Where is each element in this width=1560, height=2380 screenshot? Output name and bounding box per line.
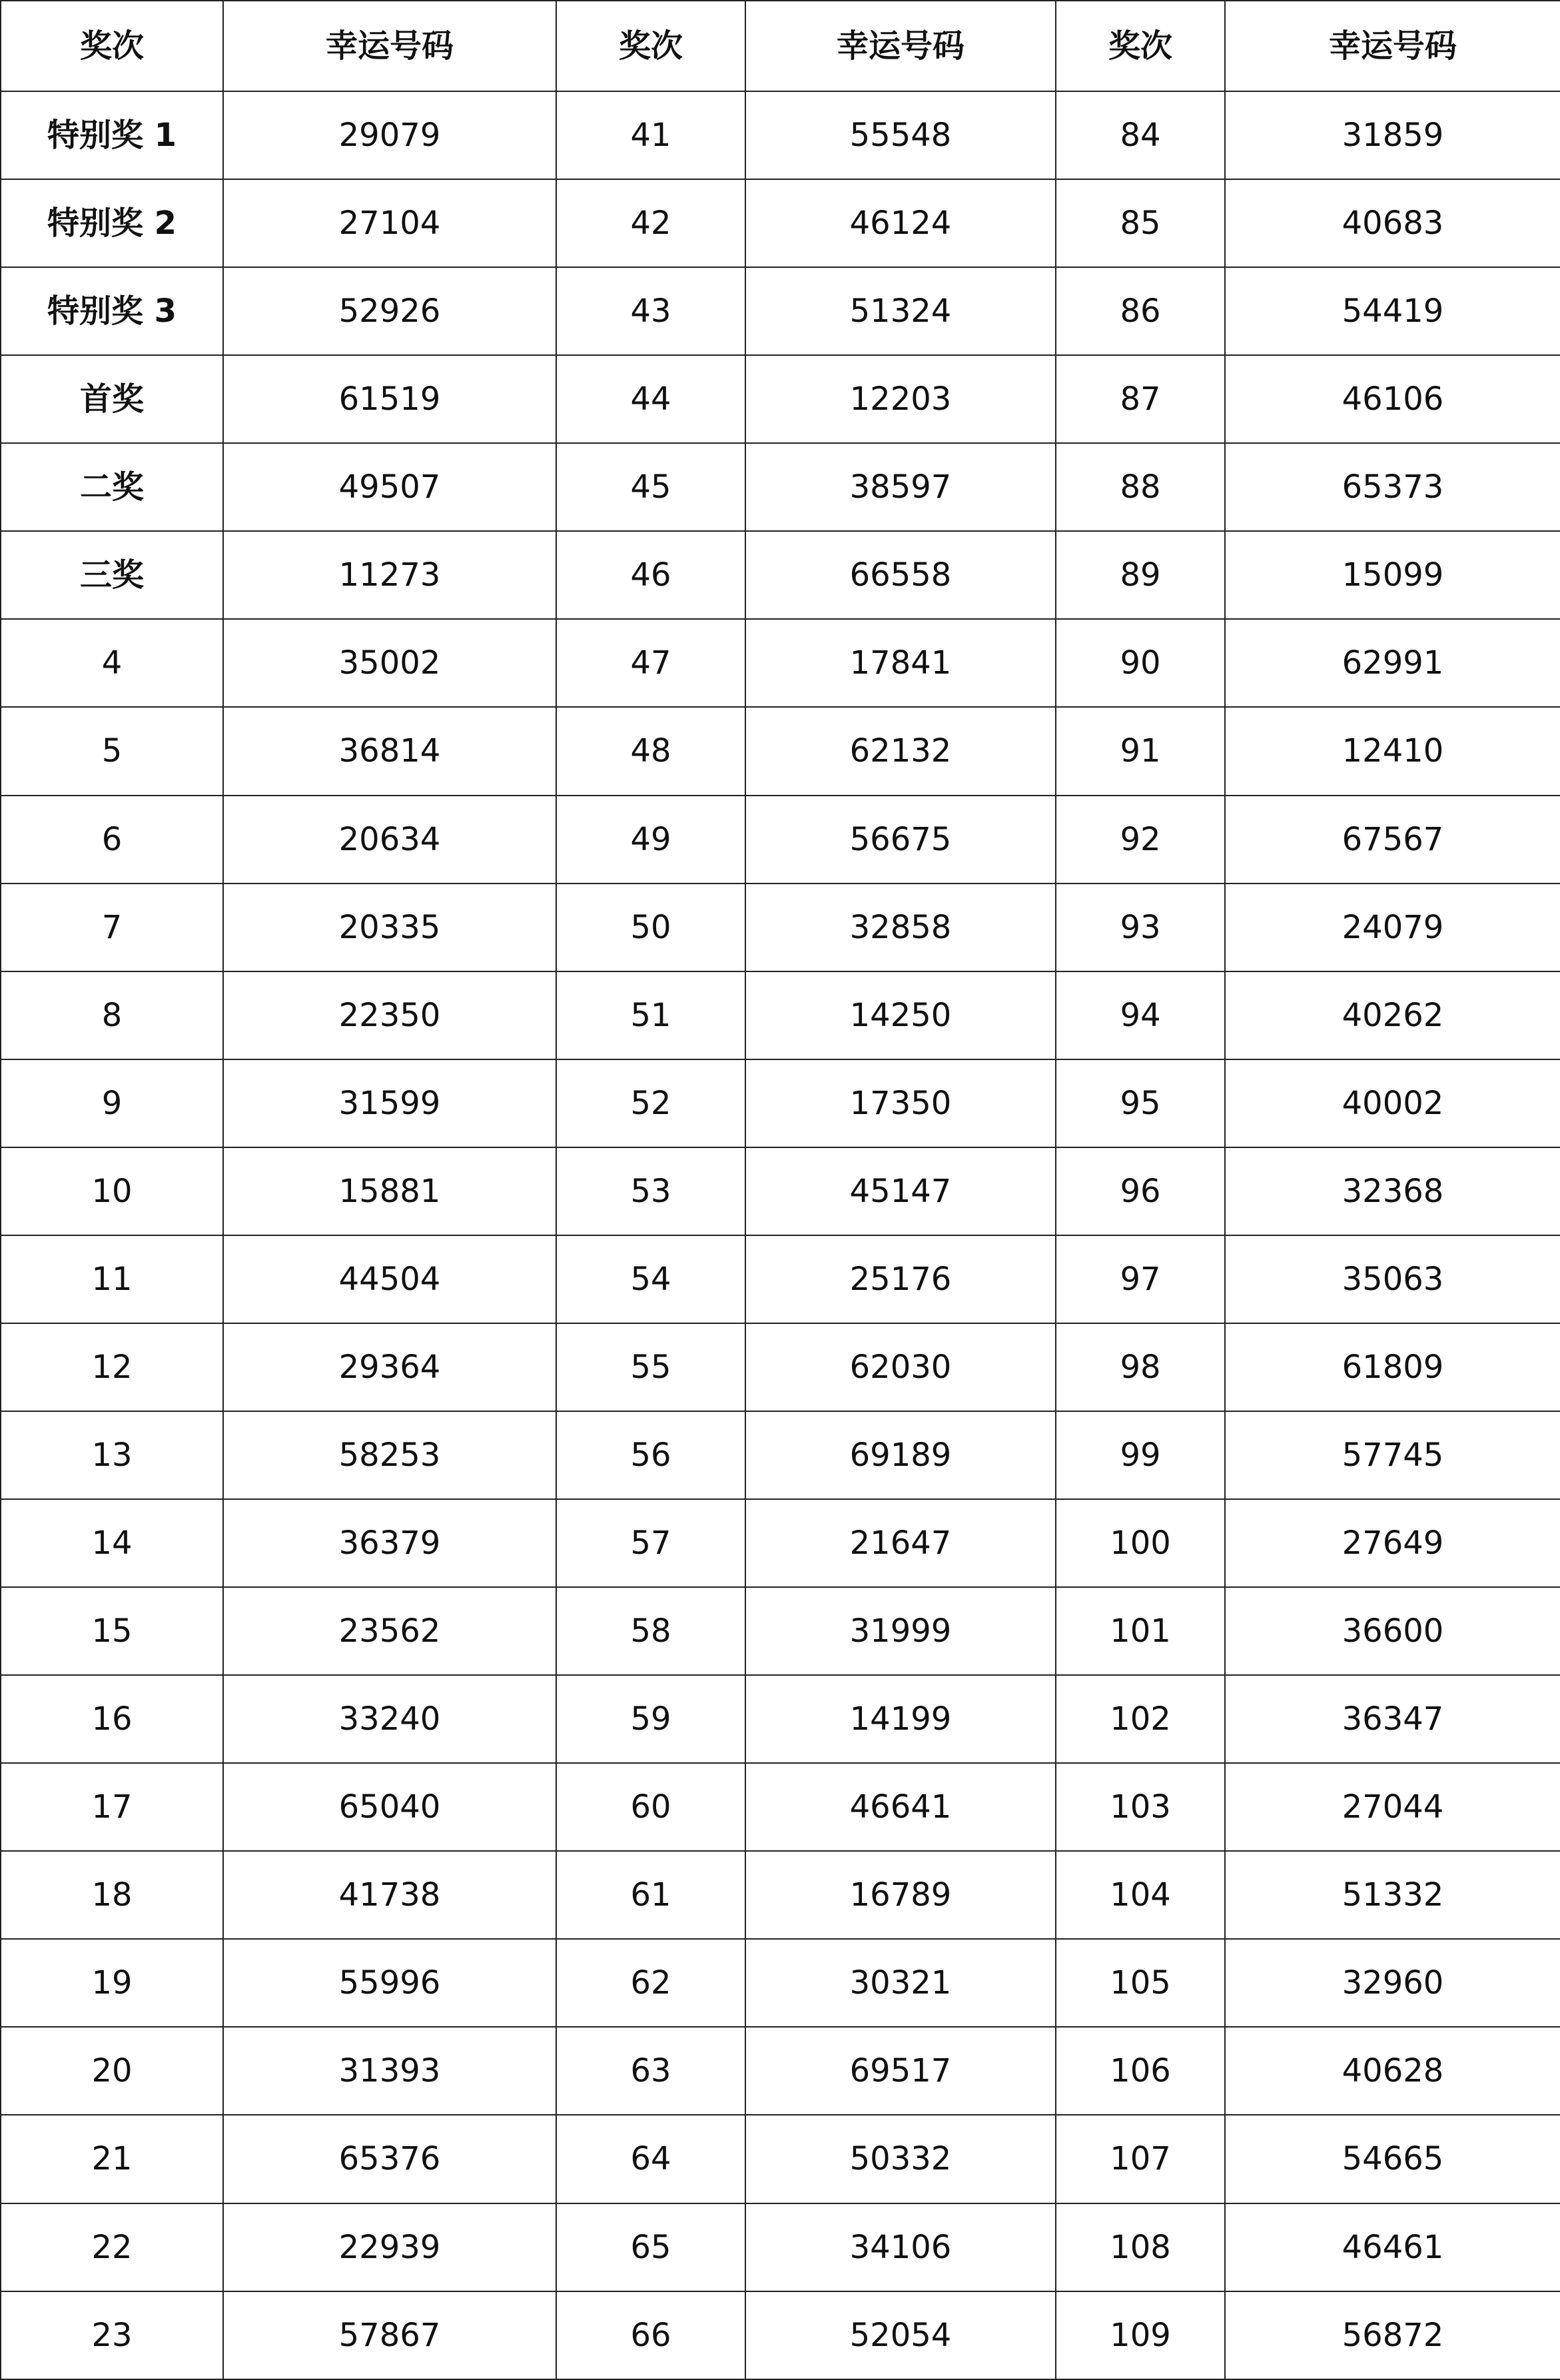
prize-rank-cell: 60: [556, 1763, 745, 1851]
lucky-number-cell: 69189: [745, 1411, 1056, 1499]
prize-rank-cell: 4: [1, 619, 223, 707]
table-row: [1, 2027, 1560, 2115]
prize-rank-cell: 54: [556, 1235, 745, 1323]
prize-rank-cell: 103: [1056, 1763, 1225, 1851]
prize-rank-cell: 42: [556, 179, 745, 267]
lucky-number-cell: 55548: [745, 91, 1056, 179]
prize-rank-cell: 58: [556, 1587, 745, 1675]
table-row: [1, 355, 1560, 443]
prize-rank-cell: 104: [1056, 1851, 1225, 1939]
table-row: [1, 1235, 1560, 1323]
lucky-number-cell: 32858: [745, 884, 1056, 971]
prize-rank-cell: 93: [1056, 884, 1225, 971]
lucky-number-cell: 62991: [1225, 619, 1560, 707]
prize-rank-cell: 86: [1056, 267, 1225, 355]
prize-rank-cell: 61: [556, 1851, 745, 1939]
table-header-row: [1, 1, 1560, 91]
table-row: [1, 1587, 1560, 1675]
prize-rank-cell: 41: [556, 91, 745, 179]
prize-rank-cell: 10: [1, 1147, 223, 1235]
prize-rank-cell: 51: [556, 971, 745, 1059]
prize-rank-cell: 105: [1056, 1939, 1225, 2027]
lucky-number-cell: 21647: [745, 1499, 1056, 1587]
lucky-number-cell: 32368: [1225, 1147, 1560, 1235]
header-lucky-number: 幸运号码: [223, 1, 556, 91]
table-row: [1, 2291, 1560, 2379]
prize-rank-cell: 56: [556, 1411, 745, 1499]
prize-rank-cell: 92: [1056, 796, 1225, 884]
prize-rank-cell: 18: [1, 1851, 223, 1939]
lucky-number-cell: 51324: [745, 267, 1056, 355]
prize-rank-cell: 90: [1056, 619, 1225, 707]
lucky-number-cell: 62132: [745, 707, 1056, 795]
prize-rank-cell: 62: [556, 1939, 745, 2027]
prize-rank-cell: 12: [1, 1323, 223, 1411]
prize-rank-cell: 特别奖 3: [1, 267, 223, 355]
header-prize-rank: 奖次: [1056, 1, 1225, 91]
prize-rank-cell: 13: [1, 1411, 223, 1499]
lucky-number-cell: 35063: [1225, 1235, 1560, 1323]
lucky-number-cell: 20634: [223, 796, 556, 884]
table-row: [1, 884, 1560, 971]
lucky-number-cell: 46461: [1225, 2203, 1560, 2291]
header-lucky-number: 幸运号码: [1225, 1, 1560, 91]
lucky-number-cell: 33240: [223, 1675, 556, 1763]
lucky-number-cell: 17841: [745, 619, 1056, 707]
lucky-number-cell: 40262: [1225, 971, 1560, 1059]
lucky-number-cell: 57745: [1225, 1411, 1560, 1499]
table-row: [1, 1499, 1560, 1587]
prize-rank-cell: 88: [1056, 443, 1225, 531]
prize-rank-cell: 9: [1, 1059, 223, 1147]
prize-rank-cell: 二奖: [1, 443, 223, 531]
prize-rank-cell: 59: [556, 1675, 745, 1763]
prize-rank-cell: 46: [556, 531, 745, 619]
prize-rank-cell: 95: [1056, 1059, 1225, 1147]
lucky-number-cell: 29364: [223, 1323, 556, 1411]
lucky-number-cell: 58253: [223, 1411, 556, 1499]
table-row: [1, 1147, 1560, 1235]
table-row: [1, 2115, 1560, 2203]
prize-rank-cell: 14: [1, 1499, 223, 1587]
lucky-number-cell: 40628: [1225, 2027, 1560, 2115]
lucky-number-cell: 36814: [223, 707, 556, 795]
lucky-number-cell: 69517: [745, 2027, 1056, 2115]
prize-rank-cell: 特别奖 1: [1, 91, 223, 179]
lucky-number-cell: 27044: [1225, 1763, 1560, 1851]
prize-rank-cell: 102: [1056, 1675, 1225, 1763]
lucky-number-cell: 35002: [223, 619, 556, 707]
table-row: [1, 267, 1560, 355]
lucky-number-cell: 46106: [1225, 355, 1560, 443]
lucky-number-cell: 25176: [745, 1235, 1056, 1323]
lucky-number-cell: 14250: [745, 971, 1056, 1059]
table-body: [1, 91, 1560, 2379]
prize-rank-cell: 49: [556, 796, 745, 884]
table-row: [1, 179, 1560, 267]
lucky-number-cell: 49507: [223, 443, 556, 531]
prize-rank-cell: 20: [1, 2027, 223, 2115]
lucky-number-cell: 23562: [223, 1587, 556, 1675]
table-row: [1, 971, 1560, 1059]
lucky-number-cell: 11273: [223, 531, 556, 619]
prize-rank-cell: 87: [1056, 355, 1225, 443]
lucky-number-cell: 32960: [1225, 1939, 1560, 2027]
prize-rank-cell: 99: [1056, 1411, 1225, 1499]
lucky-number-cell: 12410: [1225, 707, 1560, 795]
prize-rank-cell: 89: [1056, 531, 1225, 619]
prize-rank-cell: 11: [1, 1235, 223, 1323]
lucky-number-cell: 31859: [1225, 91, 1560, 179]
lucky-number-cell: 61519: [223, 355, 556, 443]
lucky-number-cell: 36379: [223, 1499, 556, 1587]
prize-rank-cell: 44: [556, 355, 745, 443]
prize-rank-cell: 43: [556, 267, 745, 355]
table-row: [1, 1059, 1560, 1147]
lucky-number-cell: 20335: [223, 884, 556, 971]
prize-rank-cell: 100: [1056, 1499, 1225, 1587]
lucky-number-cell: 31393: [223, 2027, 556, 2115]
lucky-number-cell: 54419: [1225, 267, 1560, 355]
lucky-number-cell: 65373: [1225, 443, 1560, 531]
prize-rank-cell: 64: [556, 2115, 745, 2203]
lucky-number-cell: 44504: [223, 1235, 556, 1323]
lucky-number-cell: 57867: [223, 2291, 556, 2379]
lucky-number-cell: 52926: [223, 267, 556, 355]
lucky-number-cell: 30321: [745, 1939, 1056, 2027]
prize-rank-cell: 三奖: [1, 531, 223, 619]
prize-rank-cell: 6: [1, 796, 223, 884]
prize-rank-cell: 50: [556, 884, 745, 971]
lucky-number-cell: 31999: [745, 1587, 1056, 1675]
prize-rank-cell: 8: [1, 971, 223, 1059]
lucky-number-cell: 15099: [1225, 531, 1560, 619]
prize-rank-cell: 7: [1, 884, 223, 971]
lucky-number-cell: 65376: [223, 2115, 556, 2203]
lucky-number-cell: 27104: [223, 179, 556, 267]
prize-rank-cell: 19: [1, 1939, 223, 2027]
lucky-number-cell: 66558: [745, 531, 1056, 619]
lucky-number-cell: 22350: [223, 971, 556, 1059]
prize-rank-cell: 15: [1, 1587, 223, 1675]
prize-rank-cell: 101: [1056, 1587, 1225, 1675]
prize-rank-cell: 91: [1056, 707, 1225, 795]
prize-rank-cell: 107: [1056, 2115, 1225, 2203]
lucky-number-cell: 46641: [745, 1763, 1056, 1851]
header-lucky-number: 幸运号码: [745, 1, 1056, 91]
prize-rank-cell: 108: [1056, 2203, 1225, 2291]
table-row: [1, 1939, 1560, 2027]
prize-rank-cell: 45: [556, 443, 745, 531]
lucky-number-cell: 14199: [745, 1675, 1056, 1763]
lucky-number-cell: 52054: [745, 2291, 1056, 2379]
table-row: [1, 443, 1560, 531]
lucky-number-cell: 24079: [1225, 884, 1560, 971]
table-row: [1, 707, 1560, 795]
prize-rank-cell: 5: [1, 707, 223, 795]
prize-rank-cell: 17: [1, 1763, 223, 1851]
lucky-number-cell: 40002: [1225, 1059, 1560, 1147]
prize-rank-cell: 63: [556, 2027, 745, 2115]
prize-rank-cell: 57: [556, 1499, 745, 1587]
lucky-number-cell: 45147: [745, 1147, 1056, 1235]
lucky-number-cell: 55996: [223, 1939, 556, 2027]
lucky-number-cell: 34106: [745, 2203, 1056, 2291]
table-row: [1, 1675, 1560, 1763]
prize-rank-cell: 94: [1056, 971, 1225, 1059]
lucky-number-cell: 54665: [1225, 2115, 1560, 2203]
lucky-number-cell: 36600: [1225, 1587, 1560, 1675]
prize-rank-cell: 47: [556, 619, 745, 707]
prize-rank-cell: 首奖: [1, 355, 223, 443]
lucky-number-cell: 46124: [745, 179, 1056, 267]
lucky-number-cell: 15881: [223, 1147, 556, 1235]
lucky-number-cell: 22939: [223, 2203, 556, 2291]
table-row: [1, 796, 1560, 884]
lucky-number-cell: 61809: [1225, 1323, 1560, 1411]
prize-rank-cell: 52: [556, 1059, 745, 1147]
prize-rank-cell: 55: [556, 1323, 745, 1411]
lucky-number-cell: 27649: [1225, 1499, 1560, 1587]
lucky-number-cell: 40683: [1225, 179, 1560, 267]
prize-rank-cell: 21: [1, 2115, 223, 2203]
lucky-number-cell: 56872: [1225, 2291, 1560, 2379]
table-row: [1, 531, 1560, 619]
lucky-number-cell: 65040: [223, 1763, 556, 1851]
table-row: [1, 1851, 1560, 1939]
lucky-number-cell: 56675: [745, 796, 1056, 884]
lucky-number-cell: 62030: [745, 1323, 1056, 1411]
prize-rank-cell: 109: [1056, 2291, 1225, 2379]
table-row: [1, 619, 1560, 707]
lucky-number-cell: 51332: [1225, 1851, 1560, 1939]
prize-rank-cell: 98: [1056, 1323, 1225, 1411]
lucky-number-cell: 67567: [1225, 796, 1560, 884]
prize-rank-cell: 66: [556, 2291, 745, 2379]
prize-rank-cell: 53: [556, 1147, 745, 1235]
lucky-number-cell: 12203: [745, 355, 1056, 443]
lucky-number-cell: 41738: [223, 1851, 556, 1939]
table-row: [1, 1763, 1560, 1851]
prize-rank-cell: 特别奖 2: [1, 179, 223, 267]
lucky-number-cell: 36347: [1225, 1675, 1560, 1763]
prize-rank-cell: 22: [1, 2203, 223, 2291]
header-prize-rank: 奖次: [1, 1, 223, 91]
prize-rank-cell: 85: [1056, 179, 1225, 267]
lucky-number-cell: 31599: [223, 1059, 556, 1147]
lucky-number-cell: 50332: [745, 2115, 1056, 2203]
prize-rank-cell: 65: [556, 2203, 745, 2291]
prize-rank-cell: 97: [1056, 1235, 1225, 1323]
prize-rank-cell: 96: [1056, 1147, 1225, 1235]
table-row: [1, 1411, 1560, 1499]
lucky-number-cell: 16789: [745, 1851, 1056, 1939]
prize-rank-cell: 48: [556, 707, 745, 795]
lucky-number-cell: 29079: [223, 91, 556, 179]
lucky-number-cell: 38597: [745, 443, 1056, 531]
prize-rank-cell: 84: [1056, 91, 1225, 179]
table-row: [1, 2203, 1560, 2291]
prize-rank-cell: 106: [1056, 2027, 1225, 2115]
prize-rank-cell: 16: [1, 1675, 223, 1763]
lucky-number-cell: 17350: [745, 1059, 1056, 1147]
table-row: [1, 1323, 1560, 1411]
table-row: [1, 91, 1560, 179]
prize-rank-cell: 23: [1, 2291, 223, 2379]
header-prize-rank: 奖次: [556, 1, 745, 91]
